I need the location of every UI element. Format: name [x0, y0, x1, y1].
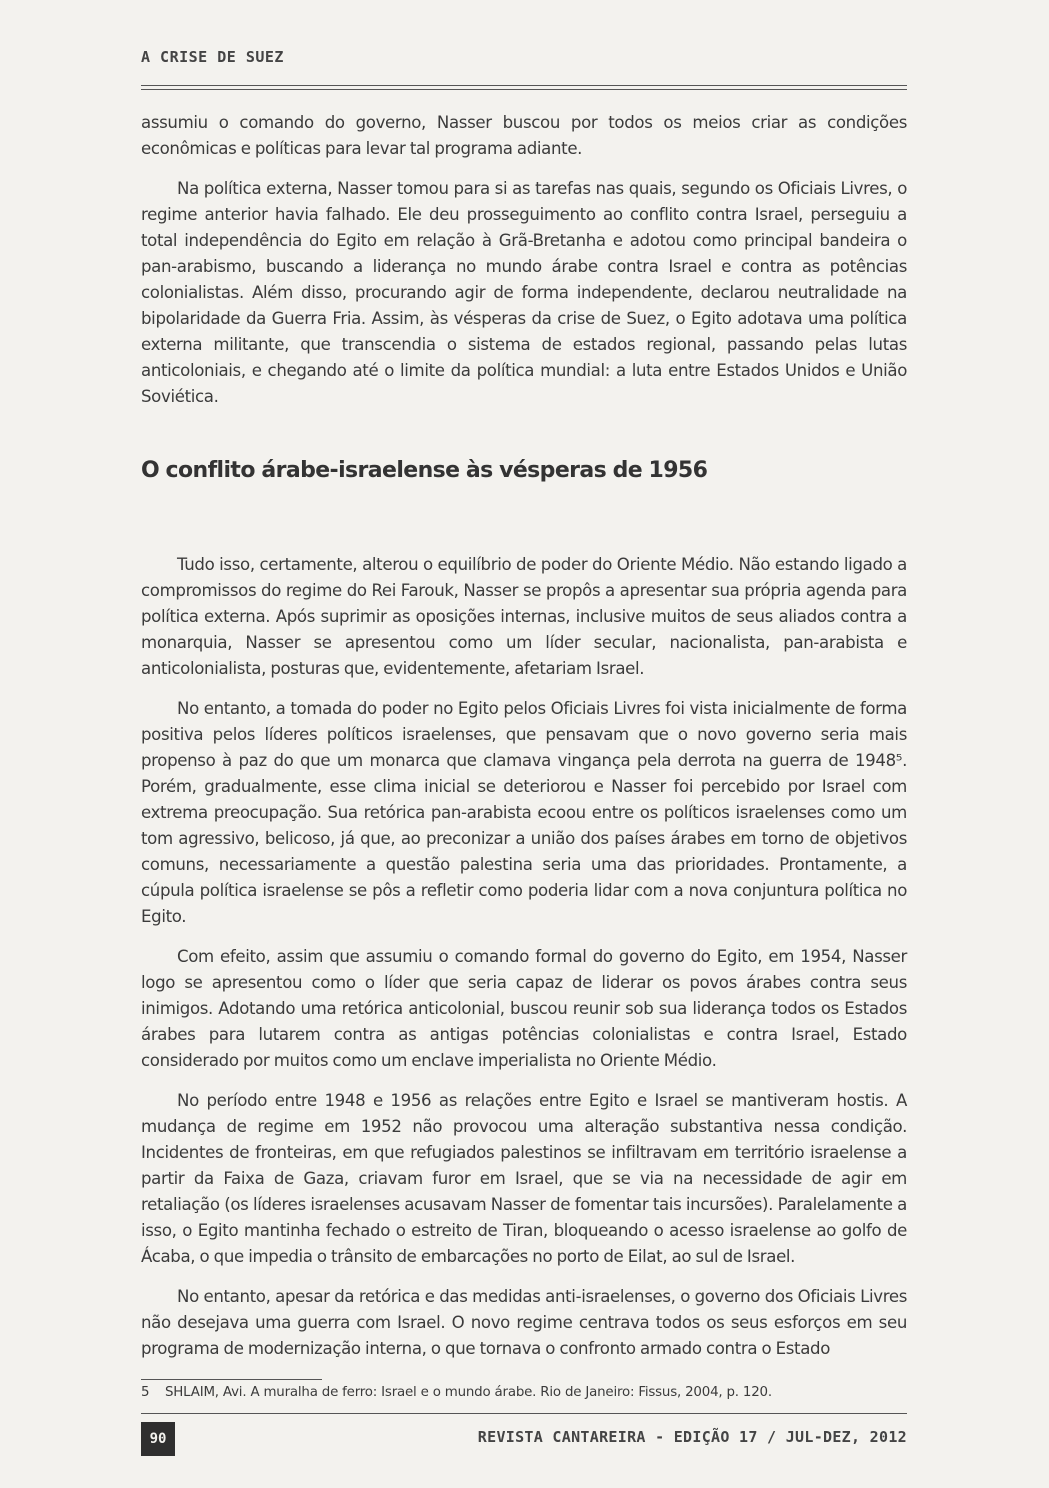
- footnote-rule: [141, 1379, 322, 1380]
- paragraph: Tudo isso, certamente, alterou o equilíbrio de poder do Oriente Médio. Não estando ligado a compromissos do regime do Rei Farouk, Nasser se propôs a apresentar sua própria agenda para política externa. Após suprimir as oposições internas, inclusive muitos de seus aliados contra a monarquia, Nasser se apresentou como um líder secular, nacionalista, pan-arabista e anticolonialista, posturas que, evidentemente, afetariam Israel.: [141, 555, 907, 678]
- header-rule-bottom: [141, 89, 907, 90]
- section-title: O conflito árabe-israelense às vésperas de 1956: [141, 458, 708, 483]
- footnote: [141, 1384, 907, 1402]
- header-rule-top: [141, 85, 907, 86]
- footer-rule: [141, 1413, 907, 1414]
- paragraph: No entanto, apesar da retórica e das medidas anti-israelenses, o governo dos Oficiais Livres não desejava uma guerra com Israel. O novo regime centrava todos os seus esforços em seu programa de modernização interna, o que tornava o confronto armado contra o Estado: [141, 1287, 907, 1358]
- paragraph: No entanto, a tomada do poder no Egito pelos Oficiais Livres foi vista inicialmente de forma positiva pelos líderes políticos israelenses, que pensavam que o novo governo seria mais propenso à paz do que um monarca que clamava vingança pela derrota na guerra de 1948⁵. Porém, gradualmente, esse clima inicial se deteriorou e Nasser foi percebido por Israel com extrema preocupação. Sua retórica pan-arabista ecoou entre os políticos israelenses como um tom agressivo, belicoso, já que, ao preconizar a união dos países árabes em torno de objetivos comuns, necessariamente a questão palestina seria uma das prioridades. Prontamente, a cúpula política israelense se pôs a refletir como poderia lidar com a nova conjuntura política no Egito.: [141, 699, 907, 926]
- running-head: A CRISE DE SUEZ: [141, 48, 284, 66]
- journal-footer: REVISTA CANTAREIRA - EDIÇÃO 17 / JUL-DEZ, 2012: [477, 1428, 907, 1446]
- footnote-text: SHLAIM, Avi. A muralha de ferro: Israel e o mundo árabe. Rio de Janeiro: Fissus, 2004, p. 120.: [165, 1385, 772, 1400]
- body-text: [141, 110, 907, 1376]
- footnote-number: 5: [141, 1385, 150, 1400]
- paragraph: Na política externa, Nasser tomou para si as tarefas nas quais, segundo os Oficiais Livres, o regime anterior havia falhado. Ele deu prosseguimento ao conflito contra Israel, perseguiu a total independência do Egito em relação à Grã-Bretanha e adotou como principal bandeira o pan-arabismo, buscando a liderança no mundo árabe contra Israel e contra as potências colonialistas. Além disso, procurando agir de forma independente, declarou neutralidade na bipolaridade da Guerra Fria. Assim, às vésperas da crise de Suez, o Egito adotava uma política externa militante, que transcendia o sistema de estados regional, passando pelas lutas anticoloniais, e chegando até o limite da política mundial: a luta entre Estados Unidos e União Soviética.: [141, 179, 907, 406]
- paragraph: Com efeito, assim que assumiu o comando formal do governo do Egito, em 1954, Nasser logo se apresentou como o líder que seria capaz de liderar os povos árabes contra seus inimigos. Adotando uma retórica anticolonial, buscou reunir sob sua liderança todos os Estados árabes para lutarem contra as antigas potências colonialistas e contra Israel, Estado considerado por muitos como um enclave imperialista no Oriente Médio.: [141, 947, 907, 1070]
- paragraph-continuation: assumiu o comando do governo, Nasser buscou por todos os meios criar as condições econômicas e políticas para levar tal programa adiante.: [141, 113, 907, 158]
- page-number: 90: [141, 1422, 175, 1456]
- paragraph: No período entre 1948 e 1956 as relações entre Egito e Israel se mantiveram hostis. A mudança de regime em 1952 não provocou uma alteração substantiva nessa condição. Incidentes de fronteiras, em que refugiados palestinos se infiltravam em território israelense a partir da Faixa de Gaza, criavam furor em Israel, que se via na necessidade de agir em retaliação (os líderes israelenses acusavam Nasser de fomentar tais incursões). Paralelamente a isso, o Egito mantinha fechado o estreito de Tiran, bloqueando o acesso israelense ao golfo de Ácaba, o que impedia o trânsito de embarcações no porto de Eilat, ao sul de Israel.: [141, 1091, 907, 1266]
